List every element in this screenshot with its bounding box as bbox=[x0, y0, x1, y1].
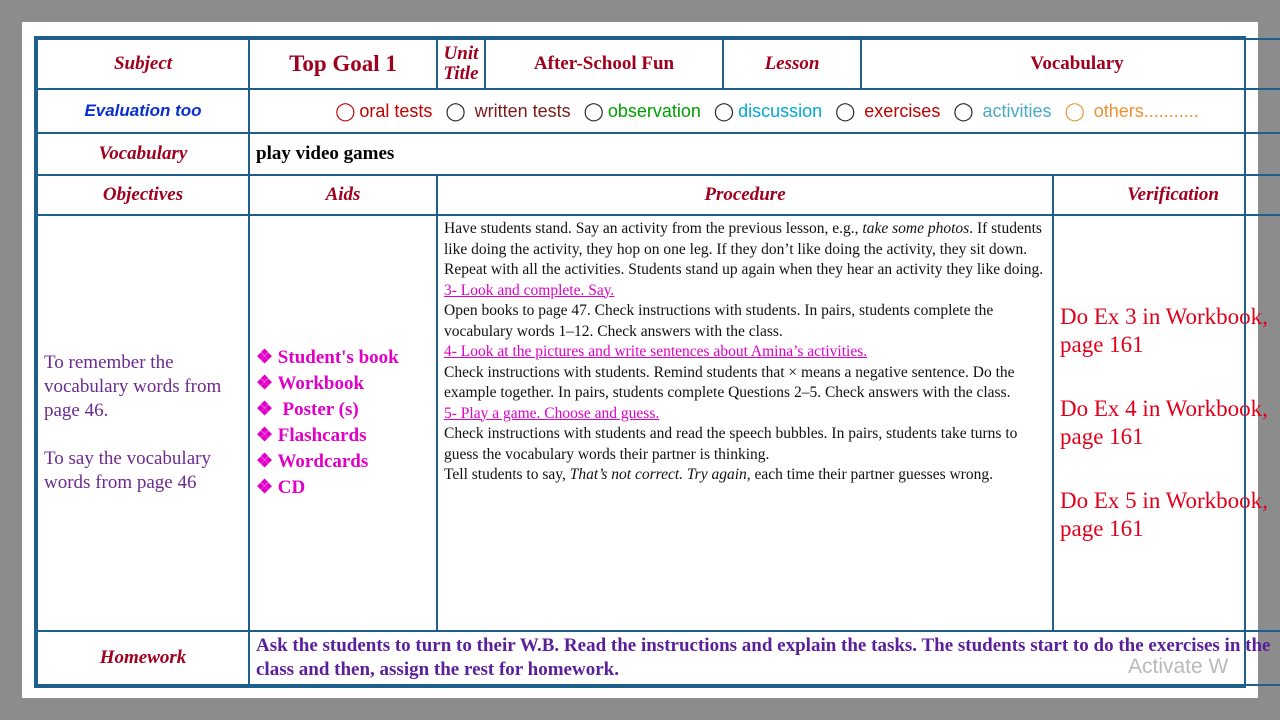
procedure-paragraph: Tell students to say, That’s not correct. Try again, each time their partner guesses wrong. bbox=[444, 466, 993, 483]
radio-circle-icon: ◯ bbox=[445, 100, 466, 121]
verification-cell bbox=[1053, 215, 1280, 631]
unit-title-label: Unit Title bbox=[437, 39, 485, 89]
eval-option-observation: ◯ observation bbox=[583, 100, 701, 121]
unit-title-value: After-School Fun bbox=[485, 39, 723, 89]
verification-header: Verification bbox=[1053, 175, 1280, 215]
objectives-cell bbox=[37, 215, 249, 631]
diamond-bullet-icon: ❖ bbox=[256, 425, 274, 446]
aid-item: ❖ Poster (s) bbox=[256, 399, 359, 420]
radio-circle-icon: ◯ bbox=[335, 100, 356, 121]
verification-item: Do Ex 3 in Workbook, page 161 bbox=[1060, 304, 1268, 357]
cross-mark-icon: × bbox=[788, 363, 798, 381]
evaluation-label: Evaluation too bbox=[37, 89, 249, 133]
eval-option-written-tests: ◯ written tests bbox=[445, 100, 571, 121]
radio-circle-icon: ◯ bbox=[1064, 100, 1085, 121]
aid-item: ❖ Wordcards bbox=[256, 451, 369, 472]
procedure-header: Procedure bbox=[437, 175, 1053, 215]
lesson-label: Lesson bbox=[723, 39, 861, 89]
content-row bbox=[37, 215, 1280, 631]
activate-windows-watermark: Activate W bbox=[1128, 655, 1229, 678]
eval-option-discussion: ◯ discussion bbox=[713, 100, 823, 121]
procedure-step-3-link[interactable]: 3- Look and complete. Say. bbox=[444, 281, 615, 299]
evaluation-row bbox=[37, 89, 1280, 133]
procedure-paragraph: Check instructions with students and read the speech bubbles. In pairs, students take turns to guess the vocabulary words their partner is thinking. bbox=[444, 425, 1018, 463]
procedure-paragraph: Open books to page 47. Check instructions with students. In pairs, students complete the vocabulary words 1–12. Check answers with the class. bbox=[444, 302, 994, 340]
radio-circle-icon: ◯ bbox=[953, 100, 974, 121]
diamond-bullet-icon: ❖ bbox=[256, 399, 274, 420]
aids-header: Aids bbox=[249, 175, 437, 215]
homework-label: Homework bbox=[37, 631, 249, 685]
objective-item: To say the vocabulary words from page 46 bbox=[44, 448, 211, 493]
procedure-paragraph: Check instructions with students. Remind students that × means a negative sentence. Do the example together. In pairs, students complete Questions 2–5. Check answers with the class. bbox=[444, 363, 1015, 401]
aid-item: ❖ CD bbox=[256, 477, 306, 498]
eval-option-oral-tests: ◯ oral tests bbox=[335, 100, 433, 121]
aids-cell bbox=[249, 215, 437, 631]
radio-circle-icon: ◯ bbox=[583, 100, 604, 121]
vocabulary-row bbox=[37, 133, 1280, 175]
homework-text: Ask the students to turn to their W.B. Read the instructions and explain the tasks. The students start to do the exercises in the class and then, assign the rest for homework. bbox=[249, 631, 1280, 685]
subject-label: Subject bbox=[37, 39, 249, 89]
objectives-header: Objectives bbox=[37, 175, 249, 215]
aid-item: ❖ Flashcards bbox=[256, 425, 367, 446]
diamond-bullet-icon: ❖ bbox=[256, 347, 274, 368]
header-row bbox=[37, 39, 1280, 89]
subject-value: Top Goal 1 bbox=[249, 39, 437, 89]
procedure-paragraph: Have students stand. Say an activity from the previous lesson, e.g., take some photos. If students like doing the activity, they hop on one leg. If they don’t like doing the activity, they sit down. Repeat with all the activities. Students stand up again when they hear an activity they like doing. bbox=[444, 220, 1044, 278]
aid-item: ❖ Workbook bbox=[256, 373, 365, 394]
aid-item: ❖ Student's book bbox=[256, 347, 399, 368]
evaluation-options bbox=[249, 89, 1280, 133]
objective-item: To remember the vocabulary words from page 46. bbox=[44, 352, 222, 421]
eval-option-others: ◯ others........... bbox=[1064, 100, 1199, 121]
procedure-cell bbox=[437, 215, 1053, 631]
vocabulary-value: play video games bbox=[249, 133, 1280, 175]
verification-item: Do Ex 5 in Workbook, page 161 bbox=[1060, 488, 1268, 541]
diamond-bullet-icon: ❖ bbox=[256, 477, 274, 498]
procedure-step-5-link[interactable]: 5- Play a game. Choose and guess. bbox=[444, 404, 660, 422]
homework-row bbox=[37, 631, 1280, 685]
column-header-row bbox=[37, 175, 1280, 215]
page-frame bbox=[22, 22, 1271, 698]
lesson-plan-table bbox=[36, 38, 1280, 686]
eval-option-activities: ◯ activities bbox=[953, 100, 1052, 121]
verification-item: Do Ex 4 in Workbook, page 161 bbox=[1060, 396, 1268, 449]
eval-option-exercises: ◯ exercises bbox=[835, 100, 941, 121]
lesson-value: Vocabulary bbox=[861, 39, 1280, 89]
radio-circle-icon: ◯ bbox=[835, 100, 856, 121]
vocabulary-label: Vocabulary bbox=[37, 133, 249, 175]
procedure-step-4-link[interactable]: 4- Look at the pictures and write sentences about Amina’s activities. bbox=[444, 343, 868, 360]
lesson-plan-table-wrapper bbox=[34, 36, 1271, 688]
radio-circle-icon: ◯ bbox=[713, 100, 735, 121]
diamond-bullet-icon: ❖ bbox=[256, 373, 274, 394]
diamond-bullet-icon: ❖ bbox=[256, 451, 274, 472]
